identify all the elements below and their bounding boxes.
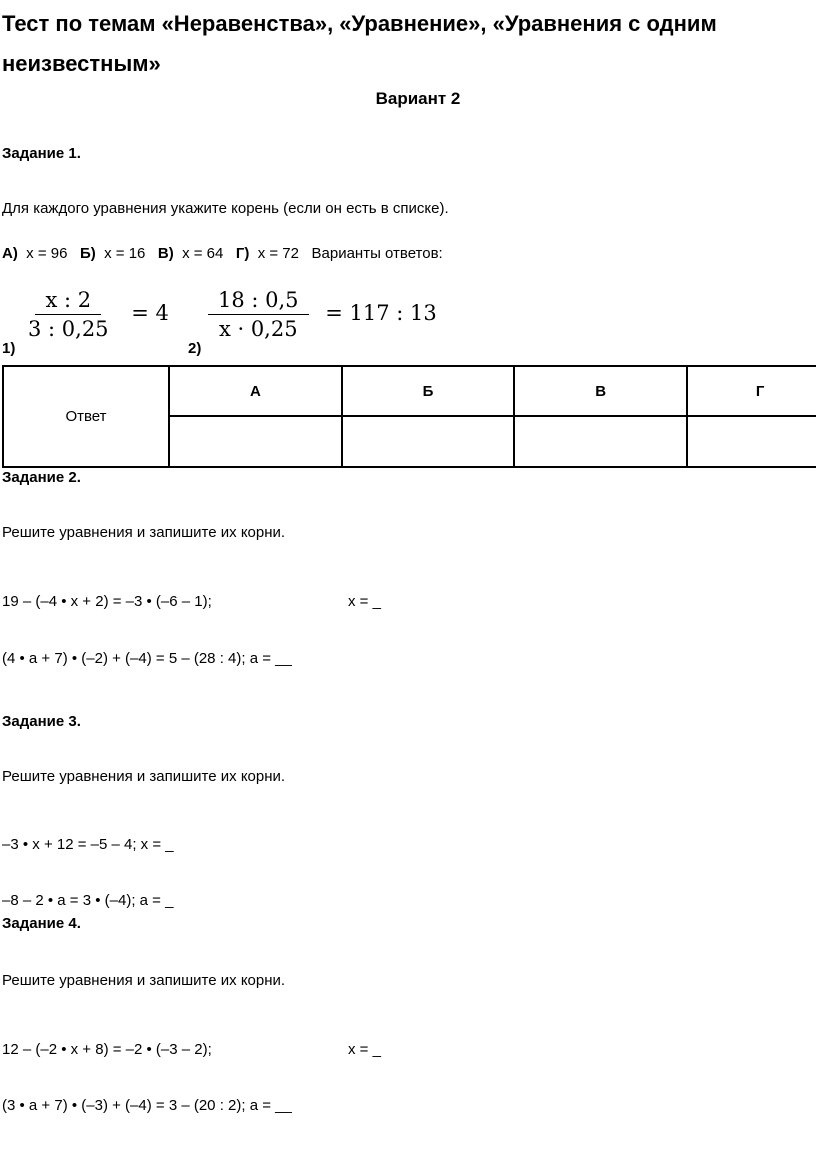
task3-heading: Задание 3. <box>2 713 81 730</box>
answer-cell-a[interactable] <box>169 416 342 467</box>
equation-1-rhs: = 4 <box>131 301 169 325</box>
task2-equation-1: 19 – (–4 • x + 2) = –3 • (–6 – 1); <box>2 593 212 610</box>
option-label-b: Б) <box>79 245 96 262</box>
options-suffix: Варианты ответов: <box>311 245 443 262</box>
option-value-g: x = 72 <box>257 245 299 262</box>
task1-options <box>2 245 443 262</box>
option-value-b: x = 16 <box>104 245 146 262</box>
task2-instruction: Решите уравнения и запишите их корни. <box>2 524 286 541</box>
page-title: Тест по темам «Неравенства», «Уравнение», «Уравнения с одним неизвестным» <box>2 11 717 76</box>
task4-heading: Задание 4. <box>2 915 81 932</box>
task3-equation-2: –8 – 2 • a = 3 • (–4); a = _ <box>2 892 174 909</box>
equation-2-fraction <box>208 288 309 341</box>
task1-instruction: Для каждого уравнения укажите корень (если он есть в списке). <box>2 200 449 217</box>
task4-equation-1: 12 – (–2 • x + 8) = –2 • (–3 – 2); <box>2 1041 212 1058</box>
equation-1-fraction <box>22 288 115 341</box>
option-label-v: В) <box>157 245 174 262</box>
equation-2-denominator: x · 0,25 <box>218 317 298 341</box>
answer-header-a: А <box>169 366 342 416</box>
task2-answer-1: x = _ <box>348 593 381 610</box>
answer-table <box>2 365 816 468</box>
option-label-a: А) <box>2 245 18 262</box>
task3-equation-1: –3 • x + 12 = –5 – 4; x = _ <box>2 836 174 853</box>
equation-2-numerator: 18 : 0,5 <box>208 288 309 315</box>
task2-equation-2: (4 • a + 7) • (–2) + (–4) = 5 – (28 : 4); a = __ <box>2 650 292 667</box>
answer-header-g: Г <box>687 366 816 416</box>
answer-row-label: Ответ <box>3 366 169 467</box>
option-value-a: x = 96 <box>26 245 68 262</box>
equation-1-numerator: x : 2 <box>35 288 101 315</box>
option-label-g: Г) <box>235 245 250 262</box>
task2-heading: Задание 2. <box>2 469 81 486</box>
task4-answer-1: x = _ <box>348 1041 381 1058</box>
answer-cell-b[interactable] <box>342 416 514 467</box>
answer-cell-g[interactable] <box>687 416 816 467</box>
task3-instruction: Решите уравнения и запишите их корни. <box>2 768 286 785</box>
equation-2 <box>208 288 437 341</box>
task4-instruction: Решите уравнения и запишите их корни. <box>2 972 286 989</box>
equation-2-rhs: = 117 : 13 <box>325 301 437 325</box>
option-value-v: x = 64 <box>182 245 224 262</box>
equation-1-denominator: 3 : 0,25 <box>28 317 109 341</box>
equation-2-marker: 2) <box>188 340 202 357</box>
equation-1 <box>22 288 169 341</box>
task1-heading: Задание 1. <box>2 145 81 162</box>
answer-header-b: Б <box>342 366 514 416</box>
answer-cell-v[interactable] <box>514 416 687 467</box>
variant-heading: Вариант 2 <box>375 89 461 108</box>
answer-header-v: В <box>514 366 687 416</box>
task4-equation-2: (3 • a + 7) • (–3) + (–4) = 3 – (20 : 2); a = __ <box>2 1097 292 1114</box>
equation-1-marker: 1) <box>2 340 16 357</box>
